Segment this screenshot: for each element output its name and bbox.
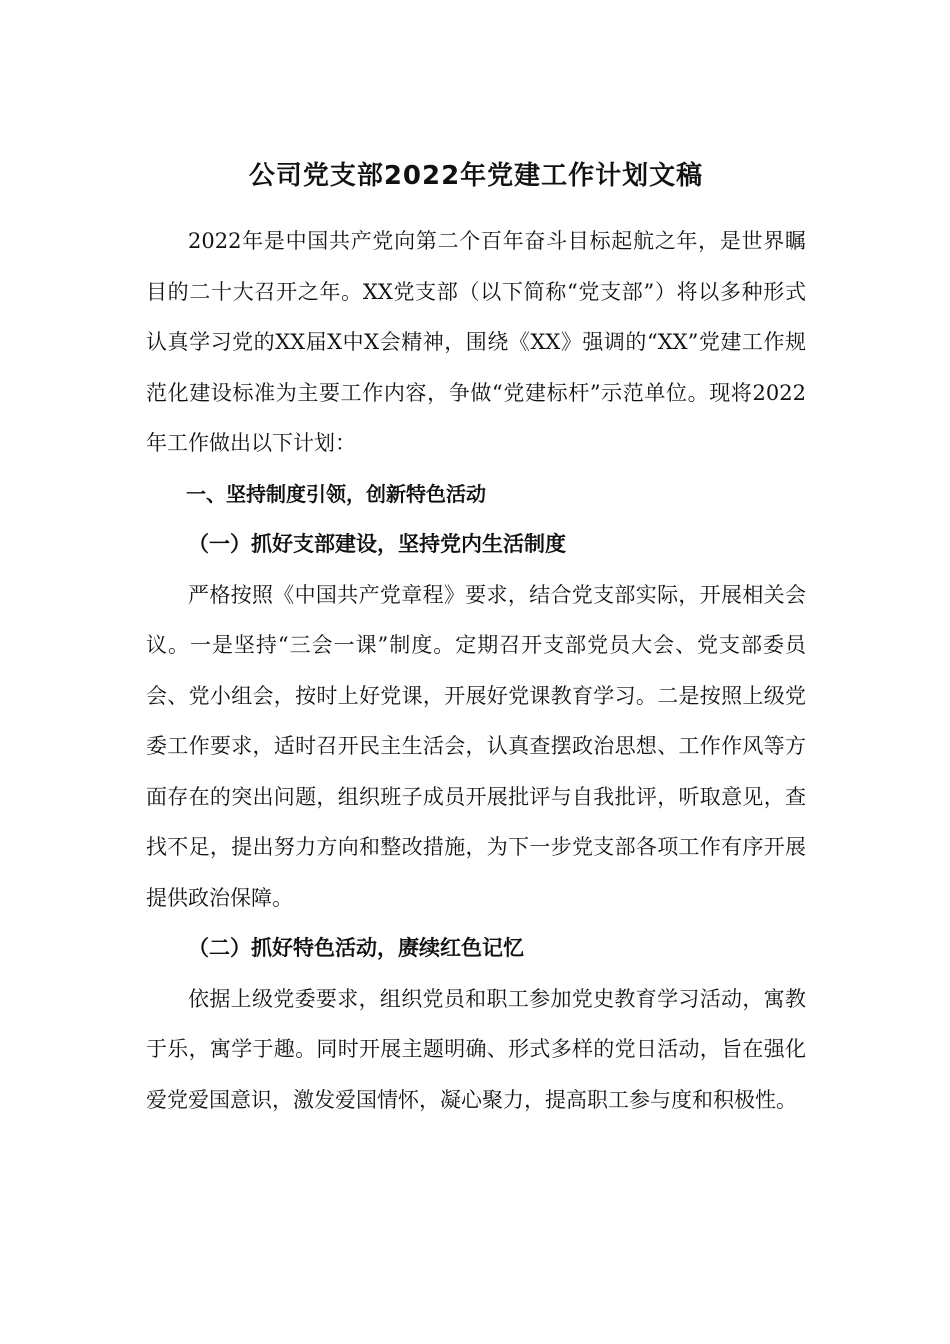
document-content [146, 150, 806, 1125]
intro-paragraph: 2022年是中国共产党向第二个百年奋斗目标起航之年，是世界瞩目的二十大召开之年。XX党支部（以下简称“党支部”）将以多种形式认真学习党的XX届X中X会精神，围绕《XX》强调的“XX”党建工作规范化建设标准为主要工作内容，争做“党建标杆”示范单位。现将2022年工作做出以下计划： [146, 229, 806, 455]
subsection-1-heading: （一）抓好支部建设，坚持党内生活制度 [188, 531, 566, 556]
subsection-2-heading: （二）抓好特色活动，赓续红色记忆 [188, 935, 524, 960]
subsection-2-body: 依据上级党委要求，组织党员和职工参加党史教育学习活动，寓教于乐，寓学于趣。同时开展主题明确、形式多样的党日活动，旨在强化爱党爱国意识，激发爱国情怀，凝心聚力，提高职工参与度和积极性。 [146, 986, 806, 1112]
document-title: 公司党支部2022年党建工作计划文稿 [248, 161, 704, 191]
title-spacer [146, 202, 806, 216]
section-1-heading: 一、坚持制度引领，创新特色活动 [186, 481, 486, 506]
subsection-1-body: 严格按照《中国共产党章程》要求，结合党支部实际，开展相关会议。一是坚持“三会一课”制度。定期召开支部党员大会、党支部委员会、党小组会，按时上好党课，开展好党课教育学习。二是按照上级党委工作要求，适时召开民主生活会，认真查摆政治思想、工作作风等方面存在的突出问题，组织班子成员开展批评与自我批评，听取意见，查找不足，提出努力方向和整改措施，为下一步党支部各项工作有序开展提供政治保障。 [146, 582, 806, 910]
